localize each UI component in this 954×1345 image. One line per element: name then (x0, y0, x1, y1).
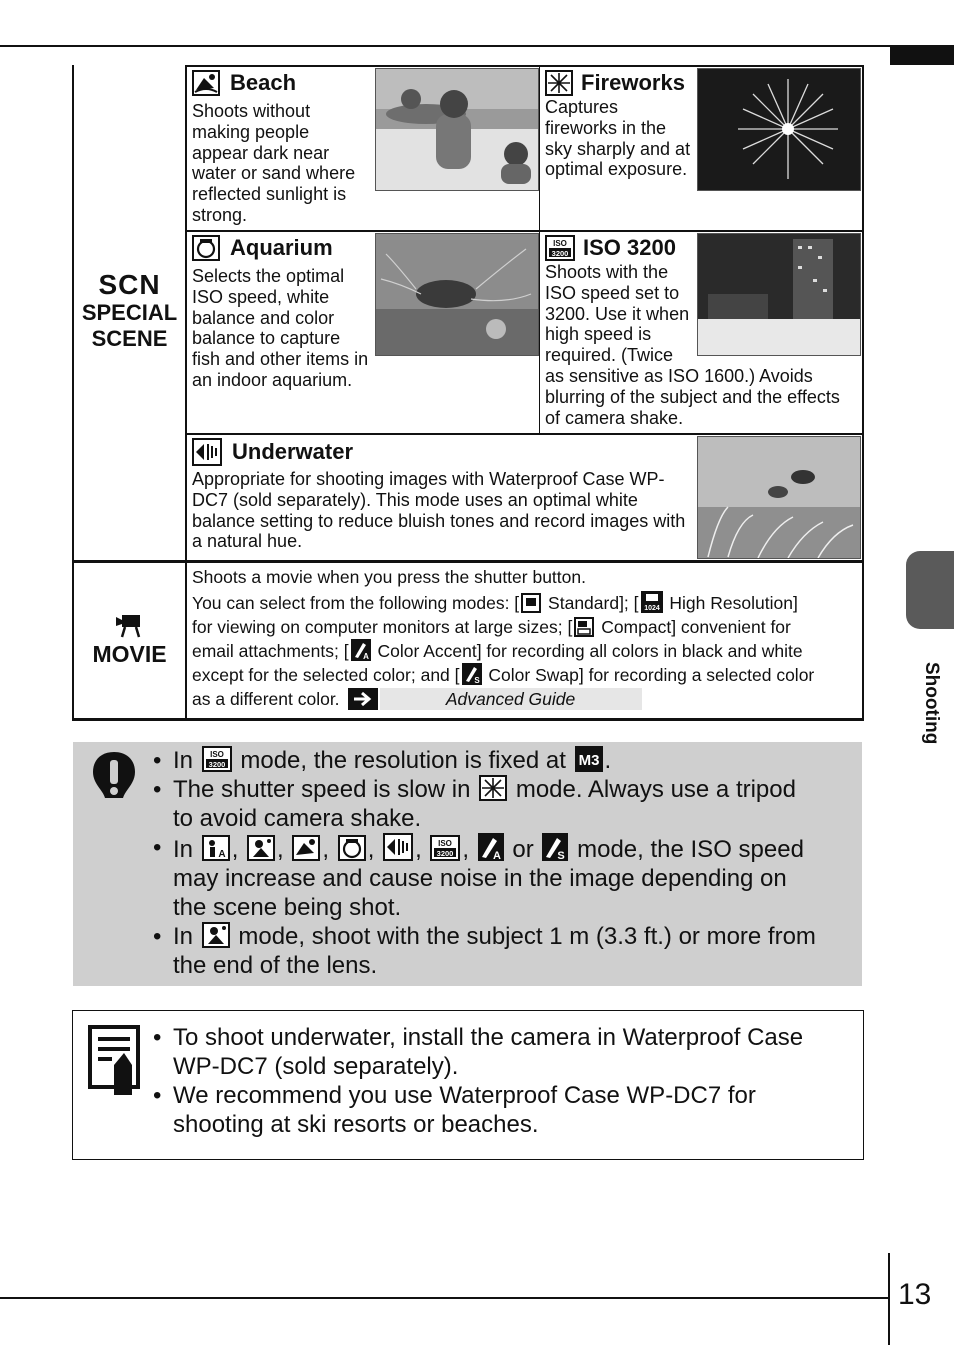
underwater-title-row (192, 437, 692, 467)
beach-title: Beach (230, 70, 297, 95)
movie-line6 (192, 687, 860, 711)
sep: , (322, 836, 330, 863)
svg-text:1024: 1024 (643, 605, 660, 612)
movie-line3-text: for viewing on computer monitors at large sizes; [ (192, 617, 573, 637)
iso3200-title: ISO 3200 (583, 235, 676, 260)
caution-list (153, 746, 853, 980)
movie-line2 (192, 591, 860, 615)
svg-text:S: S (557, 850, 566, 861)
sep: , (277, 836, 284, 863)
note-box (72, 1010, 864, 1160)
compact-label: Compact] convenient for (601, 617, 791, 637)
aquarium-icon (338, 835, 366, 861)
caution-bullet-4 (153, 922, 853, 980)
note-list (153, 1023, 853, 1139)
note-bullet-2 (153, 1081, 853, 1139)
sep: , (415, 836, 422, 863)
fireworks-title-row (545, 69, 705, 97)
beach-mode-icon (192, 70, 220, 96)
aquarium-mode-icon (192, 235, 220, 261)
sep: , (231, 836, 239, 863)
sep: , (462, 836, 470, 863)
bullet-dot: • (153, 1024, 162, 1051)
movie-cell (192, 565, 860, 715)
beach-photo (375, 68, 539, 191)
caution-bullet-2 (153, 775, 853, 833)
color-swap-icon (542, 833, 568, 861)
table-top-inner (185, 65, 864, 67)
iso3200-photo (697, 233, 861, 356)
fireworks-description: Captures fireworks in the sky sharply and at optimal exposure. (545, 97, 691, 180)
svg-text:A: A (218, 849, 226, 860)
scn-line2: SCENE (91, 326, 168, 351)
arrow-right-icon (348, 688, 378, 710)
kids-pets-icon (202, 835, 230, 861)
svg-text:S: S (473, 676, 480, 685)
caution-b2-b: mode. Always use a tripod (515, 776, 796, 803)
table-bottom-border (72, 718, 864, 721)
fireworks-icon (479, 775, 507, 801)
bullet-dot: • (153, 747, 162, 774)
snow-icon (202, 922, 230, 948)
caution-b3-b: mode, the ISO speed (577, 836, 804, 863)
advanced-guide-link[interactable] (348, 688, 642, 710)
fireworks-title: Fireworks (581, 70, 685, 95)
corner-block (890, 45, 954, 65)
table-mid-divider-1 (185, 230, 864, 232)
svg-text:ISO: ISO (438, 839, 453, 848)
bullet-dot: • (153, 834, 162, 861)
standard-movie-icon (521, 593, 541, 613)
caution-b3-d: the scene being shot. (173, 894, 402, 921)
high-res-label: High Resolution] (669, 593, 798, 613)
note-n1-a: To shoot underwater, install the camera in Waterproof Case (173, 1024, 804, 1051)
svg-text:3200: 3200 (208, 760, 226, 769)
caution-b2-a: The shutter speed is slow in (173, 776, 471, 803)
table-row-divider (72, 560, 864, 563)
svg-text:A: A (492, 850, 501, 861)
underwater-icon (383, 833, 413, 861)
side-tab[interactable] (906, 551, 954, 629)
caution-b3-c: may increase and cause noise in the image depending on (173, 865, 787, 892)
underwater-cell (192, 437, 692, 557)
color-swap-label: Color Swap] for recording a selected color (488, 665, 815, 685)
aquarium-description: Selects the optimal ISO speed, white balance and color balance to capture fish and other items in an indoor aquarium. (192, 266, 369, 390)
memo-icon (88, 1025, 140, 1102)
caution-b4-c: the end of the lens. (173, 952, 378, 979)
movie-line4-text: email attachments; [ (192, 641, 349, 661)
caution-b2-c: to avoid camera shake. (173, 805, 422, 832)
note-bullet-1 (153, 1023, 853, 1081)
caution-b3-or: or (512, 836, 534, 863)
underwater-title: Underwater (232, 439, 354, 464)
side-tab-label: Shooting (921, 662, 942, 745)
movie-camera-icon (74, 613, 185, 639)
movie-line5-text: except for the selected color; and [ (192, 665, 460, 685)
note-n2-a: We recommend you use Waterproof Case WP-DC7 for (173, 1082, 756, 1109)
fireworks-mode-icon (545, 70, 573, 96)
beach-icon (292, 835, 320, 861)
bullet-dot: • (153, 776, 162, 803)
fireworks-cell (545, 69, 705, 229)
beach-description: Shoots without making people appear dark near water or sand where reflected sunlight is strong. (192, 101, 356, 225)
exclamation-icon (85, 750, 143, 813)
movie-mode-label (74, 613, 185, 668)
color-accent-icon (478, 833, 504, 861)
note-n2-b: shooting at ski resorts or beaches. (173, 1111, 539, 1138)
underwater-photo (697, 436, 861, 559)
svg-text:ISO: ISO (553, 239, 567, 248)
page-number-divider (888, 1253, 890, 1345)
iso3200-description-part1: Shoots with the ISO speed set to 3200. Use it when high speed is required. (Twice (545, 262, 690, 366)
table-inner-col-divider (539, 65, 540, 433)
iso3200-description-part2: as sensitive as ISO 1600.) Avoids blurring of the subject and the effects of camera shake. (545, 365, 840, 428)
caution-b1-c: . (604, 747, 612, 774)
movie-line4 (192, 639, 860, 663)
note-n1-b: WP-DC7 (sold separately). (173, 1053, 459, 1080)
aquarium-title: Aquarium (230, 235, 333, 260)
bullet-dot: • (153, 1082, 162, 1109)
svg-text:3200: 3200 (551, 249, 569, 258)
advanced-guide-label: Advanced Guide (380, 688, 642, 710)
svg-text:3200: 3200 (437, 849, 454, 858)
svg-text:ISO: ISO (209, 750, 224, 759)
scn-icon: SCN (98, 269, 161, 300)
scn-line1: SPECIAL (81, 300, 178, 325)
caution-bullet-3 (153, 833, 853, 922)
caution-b4-b: mode, shoot with the subject 1 m (3.3 ft.) or more from (238, 923, 816, 950)
movie-label: MOVIE (92, 641, 167, 667)
caution-bullet-1 (153, 746, 853, 775)
movie-line3 (192, 615, 860, 639)
caution-b1-b: mode, the resolution is fixed at (240, 747, 566, 774)
scene-table (72, 65, 864, 721)
color-accent-icon (351, 639, 371, 661)
compact-icon (574, 617, 594, 637)
aquarium-photo (375, 233, 539, 356)
table-right-border (862, 65, 864, 721)
movie-line2-text: You can select from the following modes: [ (192, 593, 520, 613)
iso3200-icon (430, 835, 460, 861)
svg-text:M3: M3 (578, 752, 599, 769)
color-swap-icon (462, 663, 482, 685)
page-number: 13 (898, 1278, 932, 1311)
iso3200-icon (202, 746, 232, 772)
snow-icon (247, 835, 275, 861)
standard-label: Standard]; [ (548, 593, 639, 613)
color-accent-label: Color Accent] for recording all colors in black and white (377, 641, 803, 661)
caution-b3-a: In (173, 836, 194, 863)
m3-resolution-icon (575, 746, 603, 772)
scn-mode-label (74, 270, 185, 352)
caution-box (73, 742, 862, 986)
movie-line6-text: as a different color. (192, 689, 340, 709)
movie-line1: Shoots a movie when you press the shutter button. (192, 567, 586, 587)
underwater-description: Appropriate for shooting images with Waterproof Case WP-DC7 (sold separately). This mode uses an optimal white balance setting to reduce bluish tones and record images with a natural hue. (192, 469, 686, 552)
top-rule (0, 45, 890, 47)
caution-b1-a: In (173, 747, 194, 774)
underwater-mode-icon (192, 438, 222, 466)
svg-text:A: A (362, 652, 369, 661)
bottom-rule (0, 1297, 890, 1299)
movie-line5 (192, 663, 860, 687)
sep: , (367, 836, 375, 863)
iso3200-mode-icon (545, 235, 575, 261)
table-mid-divider-2 (185, 433, 864, 435)
table-col-divider (185, 65, 187, 721)
caution-b4-a: In (173, 923, 194, 950)
high-resolution-icon (641, 591, 663, 613)
bullet-dot: • (153, 923, 162, 950)
fireworks-photo (697, 68, 861, 191)
